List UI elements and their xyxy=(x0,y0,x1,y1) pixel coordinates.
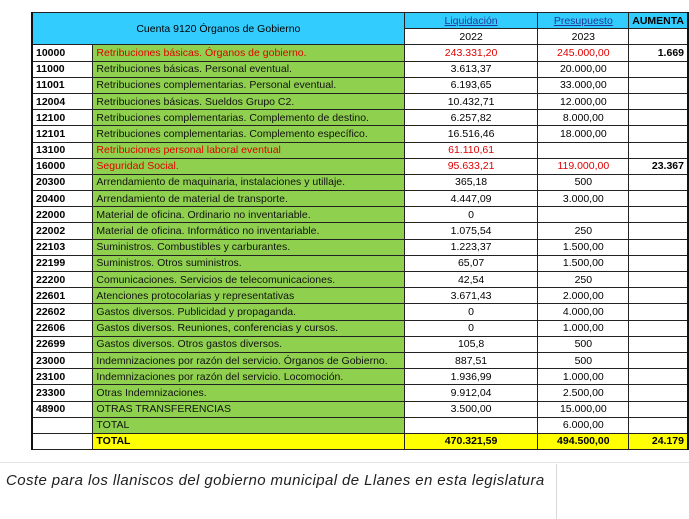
row-liquidacion: 6.193,65 xyxy=(404,77,538,93)
row-presupuesto: 1.000,00 xyxy=(538,369,629,385)
row-concept: OTRAS TRANSFERENCIAS xyxy=(93,401,404,417)
row-presupuesto: 2.000,00 xyxy=(538,288,629,304)
table-row xyxy=(32,110,688,126)
row-concept: Suministros. Combustibles y carburantes. xyxy=(93,239,404,255)
row-aumenta xyxy=(629,255,688,271)
row-aumenta xyxy=(629,239,688,255)
table-row xyxy=(32,174,688,190)
row-liquidacion: 0 xyxy=(404,207,538,223)
row-presupuesto: 3.000,00 xyxy=(538,191,629,207)
row-presupuesto: 20.000,00 xyxy=(538,61,629,77)
row-liquidacion: 6.257,82 xyxy=(404,110,538,126)
year-aumenta-empty xyxy=(629,29,688,45)
row-code: 22200 xyxy=(32,272,93,288)
row-aumenta xyxy=(629,352,688,368)
row-liquidacion: 243.331,20 xyxy=(404,45,538,61)
row-aumenta xyxy=(629,401,688,417)
row-concept: Material de oficina. Ordinario no inventariable. xyxy=(93,207,404,223)
row-code xyxy=(32,417,93,433)
row-liquidacion: 65,07 xyxy=(404,255,538,271)
row-aumenta xyxy=(629,369,688,385)
row-presupuesto: 500 xyxy=(538,174,629,190)
row-presupuesto: 250 xyxy=(538,223,629,239)
row-code: 22699 xyxy=(32,336,93,352)
table-row xyxy=(32,288,688,304)
row-code: 22199 xyxy=(32,255,93,271)
row-presupuesto: 4.000,00 xyxy=(538,304,629,320)
row-liquidacion: 42,54 xyxy=(404,272,538,288)
table-row xyxy=(32,255,688,271)
table-row xyxy=(32,93,688,109)
row-liquidacion: 1.075,54 xyxy=(404,223,538,239)
row-presupuesto: 245.000,00 xyxy=(538,45,629,61)
row-presupuesto: 1.500,00 xyxy=(538,255,629,271)
table-title: Cuenta 9120 Órganos de Gobierno xyxy=(32,13,404,45)
row-aumenta xyxy=(629,207,688,223)
row-liquidacion: 4.447,09 xyxy=(404,191,538,207)
row-concept: Retribuciones complementarias. Complemento específico. xyxy=(93,126,404,142)
row-code: 22002 xyxy=(32,223,93,239)
table-row xyxy=(32,207,688,223)
row-liquidacion: 16.516,46 xyxy=(404,126,538,142)
row-concept: Retribuciones complementarias. Complemento de destino. xyxy=(93,110,404,126)
row-liquidacion: 95.633,21 xyxy=(404,158,538,174)
row-presupuesto: 18.000,00 xyxy=(538,126,629,142)
header-row xyxy=(32,13,688,29)
row-aumenta xyxy=(629,110,688,126)
row-code: 23100 xyxy=(32,369,93,385)
row-code: 48900 xyxy=(32,401,93,417)
row-concept: Suministros. Otros suministros. xyxy=(93,255,404,271)
header-aumenta: AUMENTA xyxy=(629,13,688,29)
row-code: 12100 xyxy=(32,110,93,126)
row-liquidacion: 3.500,00 xyxy=(404,401,538,417)
row-aumenta xyxy=(629,336,688,352)
row-concept: TOTAL xyxy=(93,417,404,433)
header-liquidacion: Liquidación xyxy=(404,13,538,29)
total-aumenta: 24.179 xyxy=(629,433,688,449)
table-row xyxy=(32,385,688,401)
row-code: 23300 xyxy=(32,385,93,401)
row-code: 22000 xyxy=(32,207,93,223)
caption-side-divider xyxy=(556,464,557,519)
row-aumenta: 23.367 xyxy=(629,158,688,174)
row-liquidacion: 3.671,43 xyxy=(404,288,538,304)
row-presupuesto: 12.000,00 xyxy=(538,93,629,109)
table-row xyxy=(32,191,688,207)
row-presupuesto: 33.000,00 xyxy=(538,77,629,93)
row-concept: Retribuciones básicas. Órganos de gobierno. xyxy=(93,45,404,61)
row-aumenta xyxy=(629,288,688,304)
row-presupuesto: 500 xyxy=(538,336,629,352)
row-liquidacion: 0 xyxy=(404,320,538,336)
table-row xyxy=(32,142,688,158)
year-presupuesto: 2023 xyxy=(538,29,629,45)
row-code: 22602 xyxy=(32,304,93,320)
table-row xyxy=(32,369,688,385)
row-aumenta xyxy=(629,223,688,239)
row-concept: Retribuciones personal laboral eventual xyxy=(93,142,404,158)
row-presupuesto: 2.500,00 xyxy=(538,385,629,401)
table-row xyxy=(32,320,688,336)
row-aumenta xyxy=(629,61,688,77)
row-code: 11001 xyxy=(32,77,93,93)
table-row xyxy=(32,239,688,255)
row-aumenta xyxy=(629,385,688,401)
table-row xyxy=(32,417,688,433)
total-presupuesto: 494.500,00 xyxy=(538,433,629,449)
row-presupuesto: 1.000,00 xyxy=(538,320,629,336)
row-code: 22606 xyxy=(32,320,93,336)
row-presupuesto: 119.000,00 xyxy=(538,158,629,174)
row-concept: Atenciones protocolarias y representativas xyxy=(93,288,404,304)
caption-divider xyxy=(0,462,689,463)
table-row xyxy=(32,45,688,61)
row-liquidacion: 10.432,71 xyxy=(404,93,538,109)
table-row xyxy=(32,352,688,368)
total-liquidacion: 470.321,59 xyxy=(404,433,538,449)
row-code: 12101 xyxy=(32,126,93,142)
row-liquidacion: 9.912,04 xyxy=(404,385,538,401)
image-caption: Coste para los llaniscos del gobierno municipal de Llanes en esta legislatura xyxy=(6,472,545,489)
row-liquidacion: 3.613,37 xyxy=(404,61,538,77)
row-presupuesto xyxy=(538,142,629,158)
row-concept: Retribuciones complementarias. Personal eventual. xyxy=(93,77,404,93)
row-aumenta xyxy=(629,93,688,109)
row-liquidacion xyxy=(404,417,538,433)
row-code: 11000 xyxy=(32,61,93,77)
year-liquidacion: 2022 xyxy=(404,29,538,45)
row-code: 10000 xyxy=(32,45,93,61)
row-aumenta xyxy=(629,77,688,93)
row-presupuesto: 1.500,00 xyxy=(538,239,629,255)
row-code: 20300 xyxy=(32,174,93,190)
row-aumenta xyxy=(629,174,688,190)
row-concept: Material de oficina. Informático no inventariable. xyxy=(93,223,404,239)
row-aumenta xyxy=(629,126,688,142)
row-concept: Seguridad Social. xyxy=(93,158,404,174)
row-code: 20400 xyxy=(32,191,93,207)
row-aumenta xyxy=(629,304,688,320)
row-presupuesto: 8.000,00 xyxy=(538,110,629,126)
table-row xyxy=(32,401,688,417)
row-concept: Indemnizaciones por razón del servicio. Órganos de Gobierno. xyxy=(93,352,404,368)
header-presupuesto: Presupuesto xyxy=(538,13,629,29)
row-liquidacion: 365,18 xyxy=(404,174,538,190)
row-aumenta: 1.669 xyxy=(629,45,688,61)
total-row xyxy=(32,433,688,449)
budget-table xyxy=(31,12,689,450)
table-row xyxy=(32,304,688,320)
row-code: 22103 xyxy=(32,239,93,255)
row-presupuesto: 6.000,00 xyxy=(538,417,629,433)
row-concept: Gastos diversos. Reuniones, conferencias y cursos. xyxy=(93,320,404,336)
row-code: 16000 xyxy=(32,158,93,174)
total-label: TOTAL xyxy=(93,433,404,449)
row-liquidacion: 1.223,37 xyxy=(404,239,538,255)
row-presupuesto xyxy=(538,207,629,223)
row-concept: Comunicaciones. Servicios de telecomunicaciones. xyxy=(93,272,404,288)
row-code: 22601 xyxy=(32,288,93,304)
row-concept: Retribuciones básicas. Sueldos Grupo C2. xyxy=(93,93,404,109)
row-concept: Arrendamiento de material de transporte. xyxy=(93,191,404,207)
row-aumenta xyxy=(629,320,688,336)
row-concept: Retribuciones básicas. Personal eventual. xyxy=(93,61,404,77)
row-concept: Gastos diversos. Publicidad y propaganda. xyxy=(93,304,404,320)
row-concept: Arrendamiento de maquinaria, instalaciones y utillaje. xyxy=(93,174,404,190)
row-code: 12004 xyxy=(32,93,93,109)
table-row xyxy=(32,77,688,93)
row-aumenta xyxy=(629,272,688,288)
table-row xyxy=(32,158,688,174)
row-concept: Gastos diversos. Otros gastos diversos. xyxy=(93,336,404,352)
row-liquidacion: 0 xyxy=(404,304,538,320)
row-code: 13100 xyxy=(32,142,93,158)
row-liquidacion: 61.110,61 xyxy=(404,142,538,158)
row-liquidacion: 887,51 xyxy=(404,352,538,368)
table-row xyxy=(32,223,688,239)
row-liquidacion: 105,8 xyxy=(404,336,538,352)
row-presupuesto: 250 xyxy=(538,272,629,288)
table-row xyxy=(32,61,688,77)
total-code-empty xyxy=(32,433,93,449)
row-aumenta xyxy=(629,191,688,207)
row-presupuesto: 500 xyxy=(538,352,629,368)
row-concept: Otras Indemnizaciones. xyxy=(93,385,404,401)
table-row xyxy=(32,126,688,142)
row-liquidacion: 1.936,99 xyxy=(404,369,538,385)
row-aumenta xyxy=(629,417,688,433)
row-concept: Indemnizaciones por razón del servicio. Locomoción. xyxy=(93,369,404,385)
table-row xyxy=(32,336,688,352)
row-presupuesto: 15.000,00 xyxy=(538,401,629,417)
table-row xyxy=(32,272,688,288)
row-code: 23000 xyxy=(32,352,93,368)
row-aumenta xyxy=(629,142,688,158)
